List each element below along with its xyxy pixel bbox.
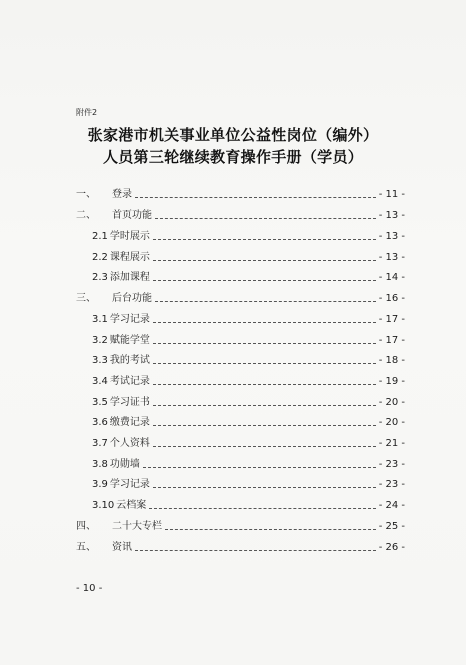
toc-entry-label: 功勋墙 xyxy=(109,459,140,470)
toc-entry-page: - 24 - xyxy=(378,500,405,511)
toc-entry-number: 3.2 xyxy=(92,335,108,346)
toc-entry-page: - 17 - xyxy=(378,335,405,346)
toc-entry-label: 学习记录 xyxy=(109,479,150,490)
toc-entry-number: 三、 xyxy=(76,293,96,304)
document-title-line-2: 人员第三轮继续教育操作手册（学员） xyxy=(102,148,364,166)
toc-entry xyxy=(92,496,405,512)
toc-entry xyxy=(92,331,405,347)
toc-entry-page: - 11 - xyxy=(378,189,405,200)
document-title-line-1: 张家港市机关事业单位公益性岗位（编外） xyxy=(87,126,379,144)
toc-entry-label: 个人资料 xyxy=(109,438,150,449)
toc-leader-line xyxy=(149,508,375,509)
toc-entry-page: - 26 - xyxy=(378,542,405,553)
toc-entry-number: 3.7 xyxy=(92,438,108,449)
toc-entry-page: - 25 - xyxy=(378,521,405,532)
toc-entry-number: 一、 xyxy=(76,189,96,200)
toc-entry-number: 3.10 xyxy=(92,500,115,511)
toc-leader-line xyxy=(143,467,376,468)
toc-entry xyxy=(92,310,405,326)
toc-entry xyxy=(92,268,405,284)
toc-entry-label: 学时展示 xyxy=(109,231,150,242)
toc-entry-label: 首页功能 xyxy=(112,210,152,221)
toc-leader-line xyxy=(153,343,376,344)
toc-entry-page: - 21 - xyxy=(378,438,405,449)
toc-leader-line xyxy=(135,197,376,198)
toc-leader-line xyxy=(135,550,376,551)
toc-entry xyxy=(92,475,405,491)
toc-entry-number: 3.5 xyxy=(92,397,108,408)
toc-leader-line xyxy=(153,446,376,447)
toc-entry-number: 3.1 xyxy=(92,314,108,325)
toc-leader-line xyxy=(153,239,376,240)
toc-entry xyxy=(76,185,405,201)
toc-entry-page: - 13 - xyxy=(378,252,405,263)
toc-entry-page: - 13 - xyxy=(378,231,405,242)
toc-entry-number: 2.1 xyxy=(92,231,108,242)
toc-entry-label: 学习记录 xyxy=(109,314,150,325)
toc-entry-label: 资讯 xyxy=(112,542,132,553)
toc-entry-page: - 20 - xyxy=(378,417,405,428)
toc-entry xyxy=(76,517,405,533)
attachment-label: 附件2 xyxy=(76,108,98,117)
toc-entry-number: 3.8 xyxy=(92,459,108,470)
toc-entry-number: 3.6 xyxy=(92,417,108,428)
toc-entry-number: 2.3 xyxy=(92,272,108,283)
toc-entry-page: - 19 - xyxy=(378,376,405,387)
toc-leader-line xyxy=(155,301,376,302)
toc-entry-label: 学习证书 xyxy=(109,397,150,408)
toc-entry-number: 3.4 xyxy=(92,376,108,387)
toc-entry-page: - 14 - xyxy=(378,272,405,283)
toc-entry-page: - 23 - xyxy=(378,479,405,490)
toc-leader-line xyxy=(153,405,376,406)
toc-leader-line xyxy=(153,425,376,426)
toc-entry-label: 云档案 xyxy=(116,500,147,511)
toc-entry xyxy=(92,393,405,409)
toc-entry-number: 二、 xyxy=(76,210,96,221)
toc-leader-line xyxy=(153,363,376,364)
toc-entry-page: - 16 - xyxy=(378,293,405,304)
toc-entry xyxy=(92,248,405,264)
toc-entry-page: - 17 - xyxy=(378,314,405,325)
toc-entry xyxy=(92,372,405,388)
toc-entry xyxy=(92,455,405,471)
toc-entry-label: 添加课程 xyxy=(109,272,150,283)
toc-entry-page: - 20 - xyxy=(378,397,405,408)
toc-entry-label: 课程展示 xyxy=(109,252,150,263)
toc-leader-line xyxy=(153,322,376,323)
toc-entry-label: 我的考试 xyxy=(109,355,150,366)
toc-entry-label: 登录 xyxy=(112,189,132,200)
toc-entry xyxy=(76,206,405,222)
toc-entry xyxy=(92,413,405,429)
toc-leader-line xyxy=(155,218,376,219)
toc-entry-label: 缴费记录 xyxy=(109,417,150,428)
toc-entry xyxy=(76,538,405,554)
toc-entry-number: 3.3 xyxy=(92,355,108,366)
toc-leader-line xyxy=(153,487,376,488)
toc-entry-page: - 13 - xyxy=(378,210,405,221)
page-number: - 10 - xyxy=(76,583,103,594)
toc-entry-page: - 18 - xyxy=(378,355,405,366)
toc-entry-label: 二十大专栏 xyxy=(112,521,162,532)
toc-entry-label: 赋能学堂 xyxy=(109,335,150,346)
toc-entry xyxy=(92,434,405,450)
toc-leader-line xyxy=(153,384,376,385)
toc-entry-page: - 23 - xyxy=(378,459,405,470)
toc-entry-label: 考试记录 xyxy=(109,376,150,387)
toc-leader-line xyxy=(165,529,376,530)
toc-entry-number: 2.2 xyxy=(92,252,108,263)
toc-leader-line xyxy=(153,280,376,281)
toc-entry-number: 五、 xyxy=(76,542,96,553)
toc-entry-label: 后台功能 xyxy=(112,293,152,304)
toc-entry-number: 3.9 xyxy=(92,479,108,490)
toc-entry xyxy=(76,289,405,305)
toc-entry xyxy=(92,227,405,243)
toc-leader-line xyxy=(153,260,376,261)
toc-entry xyxy=(92,351,405,367)
toc-entry-number: 四、 xyxy=(76,521,96,532)
